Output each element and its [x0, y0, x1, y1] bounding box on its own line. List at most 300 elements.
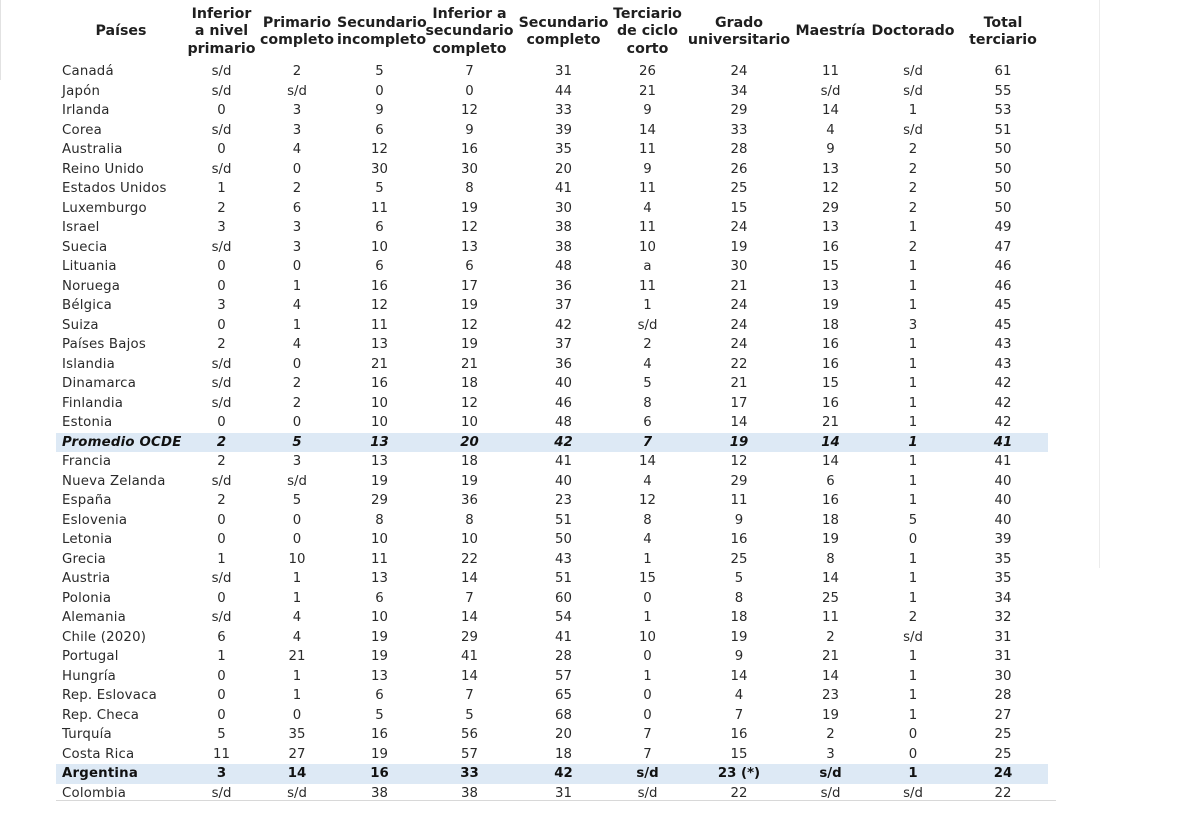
table-cell: 25 — [822, 590, 839, 606]
country-name: Eslovenia — [62, 512, 128, 528]
table-row — [56, 589, 1048, 609]
country-name: Letonia — [62, 532, 113, 547]
column-header: Inferior a secundario completo — [425, 5, 514, 57]
table-cell: 65 — [555, 688, 572, 703]
table-cell: 13 — [822, 278, 839, 294]
table-cell: 1 — [868, 764, 958, 784]
table-cell: 31 — [994, 629, 1012, 645]
table-cell: 1 — [908, 688, 918, 703]
table-cell: a — [643, 259, 652, 274]
table-cell: 5 — [375, 64, 384, 79]
table-body — [56, 62, 1048, 803]
table-cell: 10 — [371, 415, 388, 430]
table-cell: 5 — [217, 727, 226, 742]
table-cell: s/d — [211, 785, 232, 801]
table-cell: 5 — [292, 493, 302, 508]
table-cell: 45 — [994, 298, 1012, 313]
table-cell: 2 — [826, 629, 835, 645]
table-cell: 68 — [555, 707, 572, 723]
table-row — [56, 62, 1048, 82]
table-cell: 16 — [822, 356, 839, 372]
table-cell: 1 — [908, 278, 918, 294]
table-cell: s/d — [903, 64, 923, 79]
table-cell: 24 — [730, 317, 748, 333]
table-cell: 12 — [822, 181, 839, 196]
table-cell: 23 — [555, 493, 572, 508]
table-cell: s/d — [287, 473, 307, 489]
table-cell: s/d — [903, 83, 923, 99]
table-cell: 28 — [555, 649, 572, 664]
table-row — [56, 121, 1048, 141]
table-cell: 7 — [734, 707, 744, 723]
table-cell: 50 — [555, 532, 572, 547]
table-cell: 12 — [461, 395, 478, 411]
table-cell: 13 — [461, 239, 478, 255]
table-cell: 30 — [730, 259, 748, 274]
table-cell: 22 — [730, 356, 748, 372]
table-cell: 43 — [994, 356, 1012, 372]
country-name: España — [62, 493, 112, 508]
table-cell: 21 — [371, 356, 388, 372]
country-name: Irlanda — [62, 103, 110, 118]
table-cell: 39 — [555, 122, 572, 138]
table-cell: 24 — [730, 64, 748, 79]
table-cell: 1 — [908, 259, 918, 274]
table-cell: 8 — [643, 395, 652, 411]
table-cell: 43 — [994, 337, 1012, 352]
table-row — [56, 608, 1048, 628]
table-cell: 0 — [217, 512, 226, 528]
country-name: Dinamarca — [62, 376, 137, 391]
table-cell: 0 — [217, 668, 226, 684]
table-cell: 14 — [793, 433, 868, 453]
country-name: Austria — [62, 571, 111, 586]
table-cell: 16 — [822, 493, 839, 508]
table-cell: 7 — [610, 433, 685, 453]
table-cell: 6 — [217, 629, 226, 645]
table-cell: 7 — [643, 727, 652, 742]
table-cell: 28 — [730, 142, 748, 157]
table-cell: 18 — [555, 746, 572, 762]
table-cell: 26 — [639, 64, 656, 79]
table-row — [56, 745, 1048, 765]
table-cell: 19 — [371, 649, 388, 664]
table-cell: 3 — [217, 298, 226, 313]
table-cell: s/d — [211, 239, 232, 255]
table-cell: 15 — [822, 376, 839, 391]
table-cell: 2 — [217, 454, 226, 469]
country-name: Estonia — [62, 415, 113, 430]
table-cell: 3 — [292, 239, 302, 255]
table-cell: 2 — [908, 142, 918, 157]
table-cell: 38 — [371, 785, 388, 801]
table-cell: 7 — [465, 64, 474, 79]
table-cell: 4 — [292, 142, 302, 157]
table-row — [56, 550, 1048, 570]
table-row — [56, 511, 1048, 531]
table-cell: 1 — [217, 649, 226, 664]
table-cell: 22 — [730, 785, 748, 801]
table-row — [56, 394, 1048, 414]
table-cell: 24 — [730, 298, 748, 313]
table-cell: 1 — [292, 668, 302, 684]
table-cell: 41 — [461, 649, 478, 664]
table-cell: s/d — [211, 356, 232, 372]
table-cell: 0 — [217, 103, 226, 118]
table-cell: 2 — [826, 727, 835, 742]
table-cell: 43 — [555, 551, 572, 567]
column-header: Total terciario — [969, 14, 1037, 48]
table-cell: 17 — [730, 395, 748, 411]
table-cell: s/d — [820, 785, 841, 801]
table-cell: 41 — [958, 433, 1048, 453]
table-cell: 17 — [461, 278, 478, 294]
table-cell: s/d — [903, 122, 923, 138]
table-cell: 6 — [375, 688, 384, 703]
table-cell: 30 — [994, 668, 1012, 684]
table-cell: 8 — [465, 181, 474, 196]
table-row — [56, 296, 1048, 316]
table-cell: s/d — [211, 473, 232, 489]
table-cell: 12 — [461, 103, 478, 118]
table-cell: 21 — [639, 83, 656, 99]
table-cell: 2 — [908, 610, 918, 625]
table-cell: 41 — [994, 454, 1012, 469]
table-cell: 0 — [217, 688, 226, 703]
table-cell: 31 — [994, 649, 1012, 664]
table-cell: 14 — [730, 668, 748, 684]
table-cell: 8 — [734, 590, 744, 606]
country-name: Bélgica — [62, 298, 112, 313]
education-attainment-table — [56, 2, 1048, 803]
table-cell: 1 — [908, 298, 918, 313]
column-header: Secundario completo — [518, 14, 609, 48]
table-cell: 11 — [639, 142, 656, 157]
table-cell: 46 — [555, 395, 572, 411]
table-cell: 19 — [371, 473, 388, 489]
table-cell: 1 — [643, 551, 652, 567]
table-cell: 13 — [337, 433, 422, 453]
table-cell: 0 — [217, 590, 226, 606]
table-cell: 19 — [461, 298, 478, 313]
table-cell: 31 — [555, 785, 572, 801]
table-cell: 51 — [555, 571, 572, 586]
table-cell: 6 — [826, 473, 835, 489]
country-name: Corea — [62, 122, 102, 138]
table-cell: 42 — [994, 376, 1012, 391]
table-cell: 4 — [734, 688, 744, 703]
table-cell: 19 — [461, 473, 478, 489]
table-cell: 5 — [465, 707, 474, 723]
table-cell: 9 — [826, 142, 835, 157]
table-cell: 19 — [685, 433, 793, 453]
country-name: Costa Rica — [62, 746, 135, 762]
country-name: Alemania — [62, 610, 126, 625]
table-cell: 14 — [461, 610, 478, 625]
table-cell: 10 — [639, 239, 656, 255]
country-name: Países Bajos — [62, 337, 146, 352]
table-cell: 6 — [375, 220, 384, 235]
country-name: Finlandia — [62, 395, 124, 411]
table-cell: 37 — [555, 298, 572, 313]
table-cell: s/d — [820, 83, 841, 99]
table-cell: 21 — [730, 278, 748, 294]
table-cell: 19 — [730, 629, 748, 645]
country-name: Colombia — [62, 785, 127, 801]
table-cell: 39 — [994, 532, 1012, 547]
table-cell: 7 — [465, 688, 474, 703]
table-cell: 3 — [292, 122, 302, 138]
table-cell: 20 — [422, 433, 517, 453]
country-name: Argentina — [56, 764, 186, 784]
table-cell: s/d — [211, 161, 232, 177]
table-cell: 0 — [465, 83, 474, 99]
table-cell: 12 — [639, 493, 656, 508]
table-cell: 21 — [461, 356, 478, 372]
table-cell: 29 — [371, 493, 388, 508]
table-cell: 1 — [908, 473, 918, 489]
table-cell: 1 — [908, 590, 918, 606]
table-cell: 55 — [994, 83, 1012, 99]
table-row — [56, 277, 1048, 297]
table-cell: 38 — [461, 785, 478, 801]
table-cell: 14 — [461, 571, 478, 586]
country-name: Reino Unido — [62, 161, 144, 177]
table-cell: 50 — [994, 200, 1012, 216]
table-cell: 41 — [555, 181, 572, 196]
table-row — [56, 316, 1048, 336]
table-cell: 51 — [994, 122, 1012, 138]
table-cell: 4 — [643, 200, 652, 216]
table-cell: 16 — [822, 239, 839, 255]
table-cell: 13 — [822, 220, 839, 235]
table-cell: 1 — [292, 571, 302, 586]
table-cell: 11 — [213, 746, 230, 762]
table-cell: 4 — [292, 610, 302, 625]
table-cell: 10 — [371, 610, 388, 625]
table-cell: 4 — [643, 356, 652, 372]
country-name: Grecia — [62, 551, 107, 567]
table-cell: 14 — [461, 668, 478, 684]
table-row — [56, 140, 1048, 160]
table-cell: 1 — [643, 610, 652, 625]
table-cell: 48 — [555, 415, 572, 430]
table-cell: s/d — [637, 317, 658, 333]
table-cell: 0 — [292, 707, 302, 723]
table-cell: 10 — [371, 532, 388, 547]
column-header: Inferior a nivel primario — [187, 5, 256, 57]
table-cell: 6 — [465, 259, 474, 274]
country-name: Lituania — [62, 259, 117, 274]
table-cell: 19 — [371, 629, 388, 645]
table-cell: 0 — [292, 532, 302, 547]
table-cell: 30 — [371, 161, 388, 177]
table-cell: 30 — [555, 200, 572, 216]
table-cell: 47 — [994, 239, 1012, 255]
table-cell: 2 — [908, 161, 918, 177]
table-cell: 0 — [292, 512, 302, 528]
table-cell: 1 — [908, 395, 918, 411]
table-row — [56, 530, 1048, 550]
table-cell: 2 — [217, 493, 226, 508]
table-cell: 38 — [555, 239, 572, 255]
left-divider — [0, 0, 1, 80]
table-cell: 19 — [461, 337, 478, 352]
table-cell: 24 — [958, 764, 1048, 784]
table-cell: 29 — [822, 200, 839, 216]
table-cell: 1 — [908, 668, 918, 684]
table-cell: 22 — [994, 785, 1012, 801]
country-name: Nueva Zelanda — [62, 473, 166, 489]
table-cell: 0 — [908, 532, 918, 547]
table-cell: 0 — [292, 356, 302, 372]
table-cell: 0 — [643, 649, 652, 664]
table-cell: 41 — [555, 629, 572, 645]
table-cell: 35 — [994, 571, 1012, 586]
table-cell: 11 — [371, 200, 388, 216]
table-cell: 15 — [730, 746, 748, 762]
table-cell: 1 — [908, 337, 918, 352]
country-name: Hungría — [62, 668, 117, 684]
table-cell: 46 — [994, 278, 1012, 294]
table-cell: 2 — [217, 337, 226, 352]
table-row — [56, 82, 1048, 102]
country-name: Suiza — [62, 317, 99, 333]
table-cell: 10 — [461, 415, 478, 430]
table-cell: 10 — [371, 239, 388, 255]
table-row — [56, 238, 1048, 258]
table-cell: 42 — [994, 415, 1012, 430]
table-cell: 33 — [730, 122, 748, 138]
table-cell: s/d — [287, 785, 307, 801]
country-name: Suecia — [62, 239, 108, 255]
table-row — [56, 160, 1048, 180]
table-cell: 11 — [639, 181, 656, 196]
table-cell: 37 — [555, 337, 572, 352]
table-cell: 21 — [730, 376, 748, 391]
table-cell: 10 — [371, 395, 388, 411]
table-cell: s/d — [610, 764, 685, 784]
table-cell: 19 — [730, 239, 748, 255]
table-row — [56, 647, 1048, 667]
table-cell: 33 — [422, 764, 517, 784]
table-cell: 4 — [643, 473, 652, 489]
table-cell: 19 — [822, 707, 839, 723]
table-cell: 13 — [822, 161, 839, 177]
table-cell: 9 — [643, 103, 652, 118]
column-header: Primario completo — [259, 14, 335, 48]
table-cell: 14 — [257, 764, 337, 784]
table-cell: 1 — [908, 571, 918, 586]
table-cell: s/d — [211, 610, 232, 625]
table-cell: 6 — [375, 259, 384, 274]
column-header: Grado universitario — [687, 14, 791, 48]
table-cell: 0 — [217, 415, 226, 430]
table-cell: 7 — [465, 590, 474, 606]
table-cell: 53 — [994, 103, 1012, 118]
table-cell: 18 — [461, 376, 478, 391]
table-cell: 10 — [288, 551, 306, 567]
table-cell: 49 — [994, 220, 1012, 235]
table-cell: 2 — [292, 181, 302, 196]
table-row — [56, 686, 1048, 706]
table-cell: s/d — [637, 785, 658, 801]
table-cell: 14 — [822, 103, 839, 118]
table-cell: 18 — [822, 512, 839, 528]
table-cell: 40 — [994, 512, 1012, 528]
table-row — [56, 452, 1048, 472]
table-cell: 0 — [375, 83, 384, 99]
country-name: Noruega — [62, 278, 121, 294]
table-row — [56, 101, 1048, 121]
table-cell: 2 — [643, 337, 652, 352]
country-name: Estados Unidos — [62, 181, 167, 196]
table-cell: 2 — [292, 395, 302, 411]
table-cell: 1 — [908, 220, 918, 235]
table-cell: 0 — [643, 707, 652, 723]
table-cell: 0 — [643, 688, 652, 703]
table-cell: 24 — [730, 220, 748, 235]
table-cell: 16 — [730, 532, 748, 547]
table-header-row — [56, 2, 1048, 62]
table-cell: 5 — [734, 571, 744, 586]
country-name: Canadá — [62, 64, 114, 79]
table-cell: 26 — [730, 161, 748, 177]
table-cell: 25 — [730, 181, 748, 196]
table-cell: 5 — [375, 181, 384, 196]
table-cell: 12 — [371, 298, 388, 313]
table-cell: 8 — [375, 512, 384, 528]
table-cell: 12 — [461, 317, 478, 333]
table-cell: 0 — [217, 278, 226, 294]
table-cell: 14 — [822, 454, 839, 469]
header-paises: Países — [95, 23, 147, 40]
table-cell: 18 — [461, 454, 478, 469]
table-cell: 8 — [643, 512, 652, 528]
table-cell: 2 — [217, 200, 226, 216]
table-cell: 16 — [822, 395, 839, 411]
table-row — [56, 628, 1048, 648]
table-cell: 14 — [822, 571, 839, 586]
table-cell: 9 — [734, 649, 744, 664]
table-cell: 23 (*) — [685, 764, 793, 784]
table-cell: 16 — [337, 764, 422, 784]
table-cell: 1 — [908, 493, 918, 508]
table-cell: 56 — [461, 727, 478, 742]
country-name: Portugal — [62, 649, 119, 664]
country-name: Israel — [62, 220, 100, 235]
table-cell: 6 — [375, 590, 384, 606]
table-cell: 8 — [465, 512, 474, 528]
table-cell: 60 — [555, 590, 572, 606]
table-cell: 1 — [217, 551, 226, 567]
table-cell: 12 — [730, 454, 748, 469]
table-cell: 1 — [217, 181, 226, 196]
table-cell: 13 — [371, 337, 388, 352]
table-cell: 25 — [994, 727, 1012, 742]
table-cell: 35 — [555, 142, 572, 157]
table-row — [56, 199, 1048, 219]
table-cell: 31 — [555, 64, 572, 79]
country-name: Promedio OCDE — [56, 433, 186, 453]
table-cell: 10 — [461, 532, 478, 547]
country-name: Chile (2020) — [62, 629, 147, 645]
table-cell: s/d — [793, 764, 868, 784]
table-cell: 1 — [868, 433, 958, 453]
table-cell: 1 — [908, 551, 918, 567]
table-cell: 3 — [826, 746, 835, 762]
table-cell: 0 — [217, 317, 226, 333]
